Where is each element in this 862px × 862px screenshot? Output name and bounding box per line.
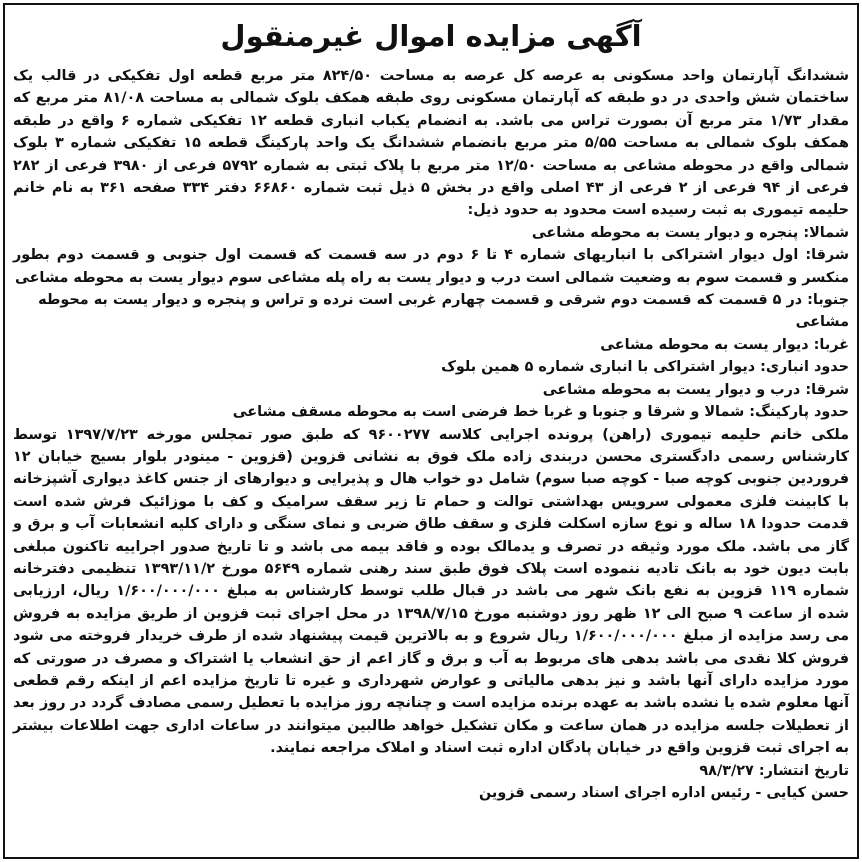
parking-bounds: حدود پارکینگ: شمالا و شرقا و جنوبا و غربا خط فرضی است به محوطه مسقف مشاعی <box>232 404 849 421</box>
notice-frame <box>3 3 859 859</box>
storage-bound-east: شرقا: درب و دیوار یست به محوطه مشاعی <box>542 381 849 398</box>
bound-west: غربا: دیوار یست به محوطه مشاعی <box>600 336 849 353</box>
bound-south: جنوبا: در ۵ قسمت که قسمت دوم شرقی و قسمت چهارم غربی است نرده و تراس و پنجره و دیوار یست به محوطه مشاعی <box>38 292 849 331</box>
property-description: ششدانگ آپارتمان واحد مسکونی به عرصه کل عرصه به مساحت ۸۲۴/۵۰ متر مربع قطعه اول تفکیکی در قالب یک ساختمان شش واحدی در دو طبقه که آپارتمان مسکونی روی طبقه همکف بلوک شمالی به مساحت ۸۱/۰۸ متر مربع که مقدار ۱/۷۳ متر مربع آن بصورت تراس می باشد. به انضمام یکباب انباری قطعه ۱۲ تفکیکی شماره ۶ واقع در طبقه همکف بلوک شمالی به مساحت ۵/۵۵ متر مربع بانضمام ششدانگ یک واحد پارکینگ قطعه ۱۵ تفکیکی شماره ۳ بلوک شمالی واقع در محوطه مشاعی به مساحت ۱۲/۵۰ متر مربع با پلاک ثبتی به شماره ۵۷۹۲ فرعی از ۳۹۸۰ فرعی از ۲۸۲ فرعی از ۹۴ فرعی از ۲ فرعی از ۴۳ اصلی واقع در بخش ۵ ذیل ثبت شماره ۶۶۸۶۰ دفتر ۳۳۴ صفحه ۳۶۱ به نام خانم حلیمه تیموری به ثبت رسیده است محدود به حدود ذیل: <box>13 68 850 219</box>
notice-body <box>13 65 849 804</box>
auction-terms: ملکی خانم حلیمه تیموری (راهن) پرونده اجرایی کلاسه ۹۶۰۰۲۷۷ که طبق صور تمجلس مورخه ۱۳۹۷/۷/۲۳ توسط کارشناس رسمی دادگستری محسن دربندی زاده ملک فوق به نشانی قزوین (قزوین - مینودر بلوار بسیج خیابان ۱۲ فروردین جنوبی کوچه صبا - کوچه صبا سوم) شامل دو خواب هال و پذیرایی و دیوارهای از جنس کاغذ دیواری آشپزخانه با کابینت فلزی معمولی سرویس بهداشتی توالت و حمام تا زیر سقف سرامیک و کف با موزائیک فرش شده است قدمت حدودا ۱۸ ساله و نوع سازه اسکلت فلزی و سقف طاق ضربی و نمای سنگی و دارای کلیه انشعابات آب و برق و گاز می باشد. ملک مورد وثیقه در تصرف و یدمالک بوده و فاقد بیمه می باشد و تا تاریخ صدور اجراییه تاکنون مبلغی بابت دیون خود به بانک تادیه ننموده است پلاک فوق طبق سند رهنی شماره ۵۶۴۹ مورخ ۱۳۹۳/۱۱/۲ تنظیمی دفترخانه شماره ۱۱۹ قزوین به نفع بانک شهر می باشد در قبال طلب توسط کارشناس به مبلغ ۱/۶۰۰/۰۰۰/۰۰۰ ریال، ارزیابی شده از ساعت ۹ صبح الی ۱۲ ظهر روز دوشنبه مورخ ۱۳۹۸/۷/۱۵ در محل اجرای ثبت قزوین از طریق مزایده به فروش می رسد مزایده از مبلغ ۱/۶۰۰/۰۰۰/۰۰۰ ریال شروع و به بالاترین قیمت پیشنهاد شده از طرف خریدار فروخته می شود فروش کلا نقدی می باشد بدهی های مربوط به آب و برق و گاز اعم از حق انشعاب یا اشتراک و مصرف در صورتی که مورد مزایده دارای آنها باشد و نیز بدهی مالیاتی و عوارض شهرداری و غیره تا تاریخ مزایده اعم از اینکه رقم قطعی آنها معلوم شده یا نشده باشد به عهده برنده مزایده است و چنانچه روز مزایده با تعطیل رسمی مصادف گردد در روز بعد از تعطیلات جلسه مزایده در همان ساعت و مکان تشکیل خواهد طالبین میتوانند در ساعات اداری جهت اطلاعات بیشتر به اجرای ثبت قزوین واقع در خیابان پادگان اداره ثبت اسناد و املاک مراجعه نمایند. <box>13 426 850 757</box>
signature: حسن کیایی - رئیس اداره اجرای اسناد رسمی قزوین <box>478 785 849 801</box>
bound-north: شمالا: پنجره و دیوار یست به محوطه مشاعی <box>531 224 849 241</box>
storage-bounds: حدود انباری: دیوار اشتراکی با انباری شماره ۵ همین بلوک <box>441 359 849 376</box>
notice-title: آگهی مزایده اموال غیرمنقول <box>220 19 642 53</box>
bound-east: شرقا: اول دیوار اشتراکی با انباریهای شماره ۴ تا ۶ دوم در سه قسمت که قسمت اول جنوبی و قسمت دوم بطور منکسر و قسمت سوم به وضعیت شمالی است درب و دیوار یست به راه پله مشاعی سوم دیوار یست به محوطه مشاعی <box>13 247 849 286</box>
publish-date: تاریخ انتشار: ۹۸/۳/۲۷ <box>699 762 849 779</box>
